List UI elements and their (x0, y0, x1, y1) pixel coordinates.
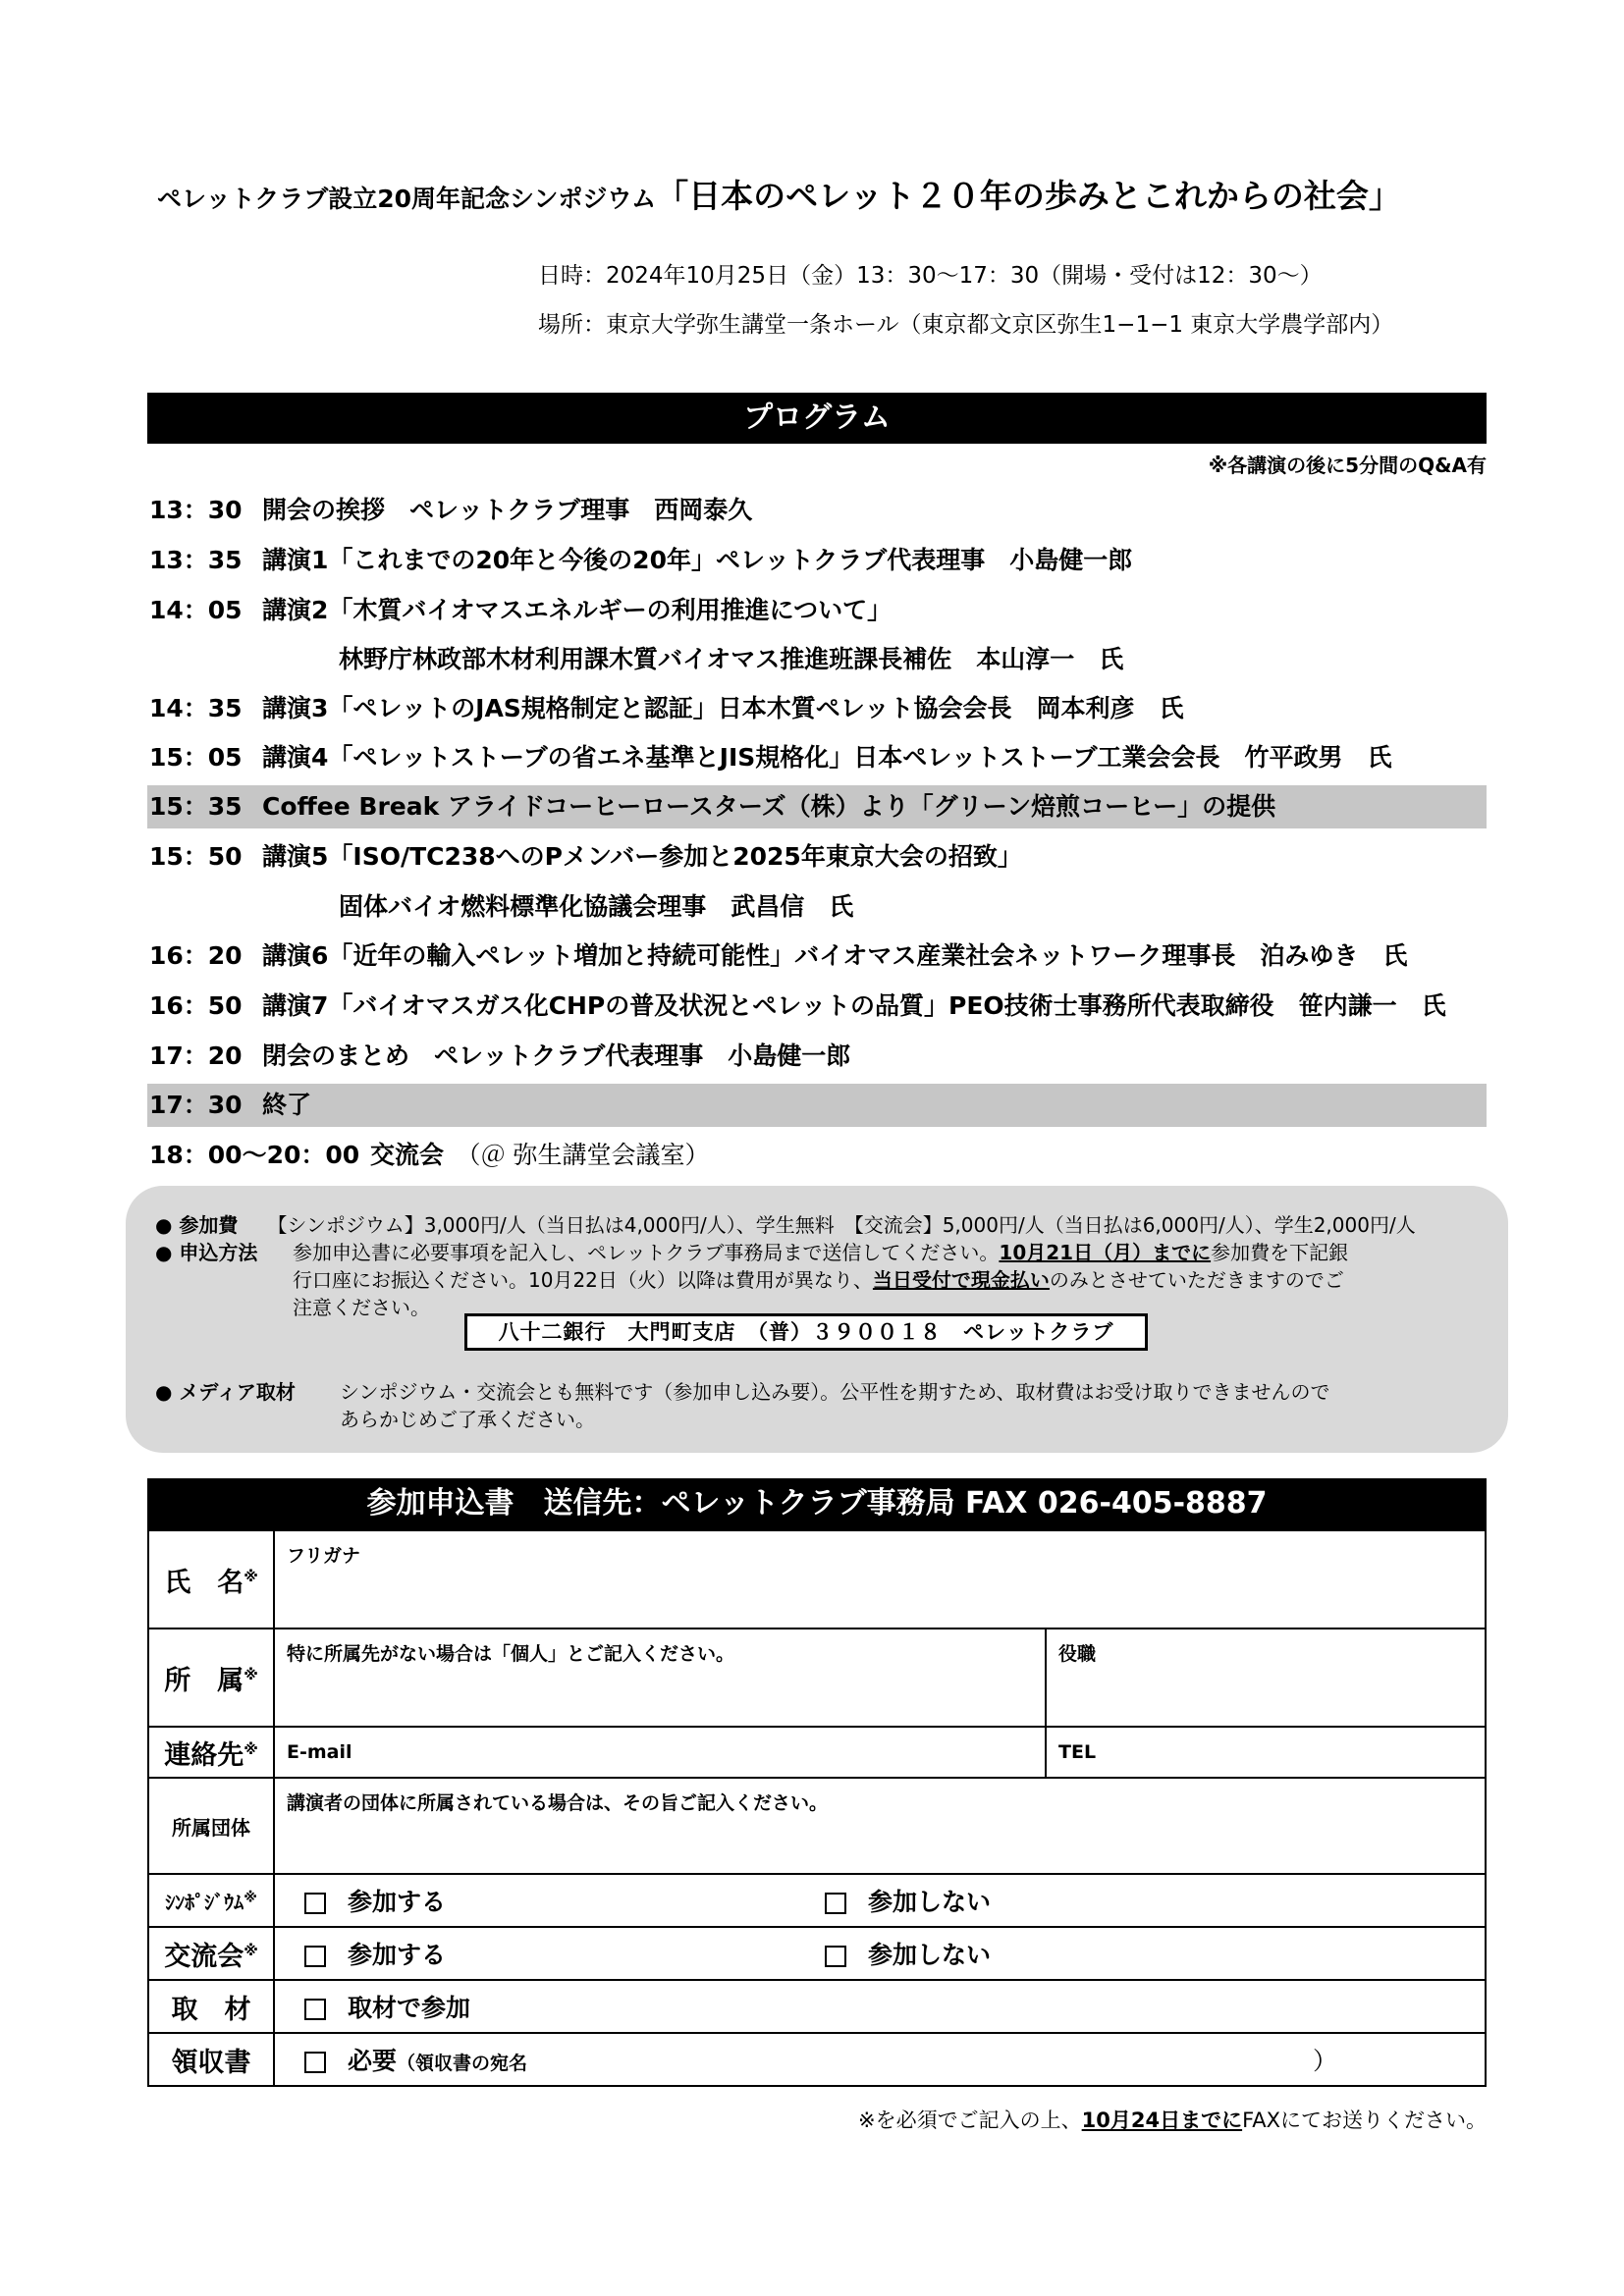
program-item: 15：05 講演4「ペレットストーブの省エネ基準とJIS規格化」日本ペレットストーブ工業会会長 竹平政男 氏 (149, 743, 1392, 772)
media-label: ● メディア取材 (155, 1380, 296, 1404)
affiliation-label: 所 属※ (148, 1629, 274, 1727)
apply-line-3: 注意ください。 (293, 1296, 430, 1319)
program-item: 16：50 講演7「バイオマスガス化CHPの普及状況とペレットの品質」PEO技術士事務所代表取締役 笹内謙一 氏 (149, 991, 1446, 1020)
furigana-label: フリガナ (287, 1545, 361, 1567)
program-item: 16：20 講演6「近年の輸入ペレット増加と持続可能性」バイオマス産業社会ネットワーク理事長 泊みゆき 氏 (149, 941, 1408, 970)
coverage-label: 取 材 (148, 1980, 274, 2033)
apply-line-1: 参加申込書に必要事項を記入し、ペレットクラブ事務局まで送信してください。10月21日（月）までに参加費を下記銀 (293, 1241, 1349, 1264)
program-item: 14：35 講演3「ペレットのJAS規格制定と認証」日本木質ペレット協会会長 岡本利彦 氏 (149, 694, 1184, 722)
info-box (126, 1186, 1508, 1453)
apply-label: ● 申込方法 (155, 1241, 258, 1264)
program-item: 15：50 講演5「ISO/TC238へのPメンバー参加と2025年東京大会の招致」 (149, 842, 1022, 871)
title-main: 「日本のペレット２０年の歩みとこれからの社会」 (656, 177, 1401, 215)
application-form (147, 1478, 1487, 2087)
symposium-options (274, 1874, 1486, 1927)
reception-decline-option[interactable]: 参加しない (825, 1941, 991, 1969)
form-table (147, 1529, 1487, 2087)
checkbox-icon[interactable] (304, 1946, 326, 1967)
checkbox-icon[interactable] (304, 1999, 326, 2020)
apply-line-2: 行口座にお振込ください。10月22日（火）以降は費用が異なり、当日受付で現金払いのみとさせていただきますのでご (293, 1268, 1344, 1292)
tel-field[interactable] (1046, 1727, 1486, 1778)
symposium-label: ｼﾝﾎﾟｼﾞｳﾑ※ (148, 1874, 274, 1927)
form-footnote: ※を必須でご記入の上、10月24日までにFAXにてお送りください。 (858, 2109, 1487, 2132)
email-field[interactable] (274, 1727, 1046, 1778)
media-line-1: シンポジウム・交流会とも無料です（参加申し込み要）。公平性を期すため、取材費はお受け取りできませんので (340, 1380, 1330, 1404)
symposium-decline-option[interactable]: 参加しない (825, 1888, 991, 1916)
media-line-2: あらかじめご了承ください。 (340, 1408, 595, 1431)
program-heading: プログラム (147, 393, 1487, 444)
program-item: 17：20 閉会のまとめ ペレットクラブ代表理事 小島健一郎 (149, 1041, 851, 1070)
program-item-coffee-break: 15：35 Coffee Break アライドコーヒーロースターズ（株）より「グリーン焙煎コーヒー」の提供 (147, 785, 1487, 828)
symposium-attend-option[interactable]: 参加する (304, 1883, 825, 1918)
checkbox-icon[interactable] (825, 1893, 846, 1914)
name-label: 氏 名※ (148, 1530, 274, 1629)
fee-line: ● 参加費 【シンポジウム】3,000円/人（当日払は4,000円/人）、学生無料 【交流会】5,000円/人（当日払は6,000円/人）、学生2,000円/人 (155, 1213, 1416, 1237)
program-item: 14：05 講演2「木質バイオマスエネルギーの利用推進について」 (149, 596, 893, 624)
event-datetime: 日時：2024年10月25日（金）13：30～17：30（開場・受付は12：30～） (538, 263, 1323, 289)
program-item-speaker: 林野庁林政部木材利用課木質バイオマス推進班課長補佐 本山淳一 氏 (339, 645, 1124, 673)
affiliation-note: 特に所属先がない場合は「個人」とご記入ください。 (287, 1643, 735, 1665)
program-item-reception: 18：00～20：00 交流会 （＠ 弥生講堂会議室） (149, 1141, 710, 1169)
affiliation-field[interactable] (274, 1629, 1046, 1727)
group-field[interactable] (274, 1778, 1486, 1874)
program-item-end: 17：30 終了 (147, 1084, 1487, 1127)
reception-options (274, 1927, 1486, 1980)
checkbox-icon[interactable] (825, 1946, 846, 1967)
receipt-address-label: （領収書の宛名 (397, 2053, 528, 2074)
position-label: 役職 (1058, 1643, 1097, 1665)
bank-account: 八十二銀行 大門町支店 （普）３９００１８ ペレットクラブ (464, 1313, 1148, 1351)
name-field[interactable] (274, 1530, 1486, 1629)
email-label: E-mail (287, 1741, 352, 1763)
group-label: 所属団体 (148, 1778, 274, 1874)
receipt-option[interactable]: 必要（領収書の宛名 ） (274, 2033, 1486, 2086)
coverage-option[interactable]: 取材で参加 (274, 1980, 1486, 2033)
program-item-speaker: 固体バイオ燃料標準化協議会理事 武昌信 氏 (339, 892, 854, 921)
receipt-label: 領収書 (148, 2033, 274, 2086)
checkbox-icon[interactable] (304, 1893, 326, 1914)
reception-label: 交流会※ (148, 1927, 274, 1980)
title-prefix: ペレットクラブ設立20周年記念シンポジウム (157, 185, 657, 213)
program-item: 13：35 講演1「これまでの20年と今後の20年」ペレットクラブ代表理事 小島健一郎 (149, 546, 1133, 574)
event-venue: 場所：東京大学弥生講堂一条ホール（東京都文京区弥生1−1−1 東京大学農学部内） (538, 312, 1394, 338)
program-item: 13：30 開会の挨拶 ペレットクラブ理事 西岡泰久 (149, 496, 753, 524)
group-note: 講演者の団体に所属されている場合は、その旨ご記入ください。 (287, 1792, 829, 1814)
checkbox-icon[interactable] (304, 2052, 326, 2073)
reception-attend-option[interactable]: 参加する (304, 1936, 825, 1971)
tel-label: TEL (1058, 1741, 1097, 1763)
page-title (157, 171, 1492, 217)
qa-note: ※各講演の後に5分間のQ&A有 (1208, 454, 1487, 477)
contact-label: 連絡先※ (148, 1727, 274, 1778)
form-heading: 参加申込書 送信先：ペレットクラブ事務局 FAX 026-405-8887 (147, 1478, 1487, 1529)
position-field[interactable] (1046, 1629, 1486, 1727)
